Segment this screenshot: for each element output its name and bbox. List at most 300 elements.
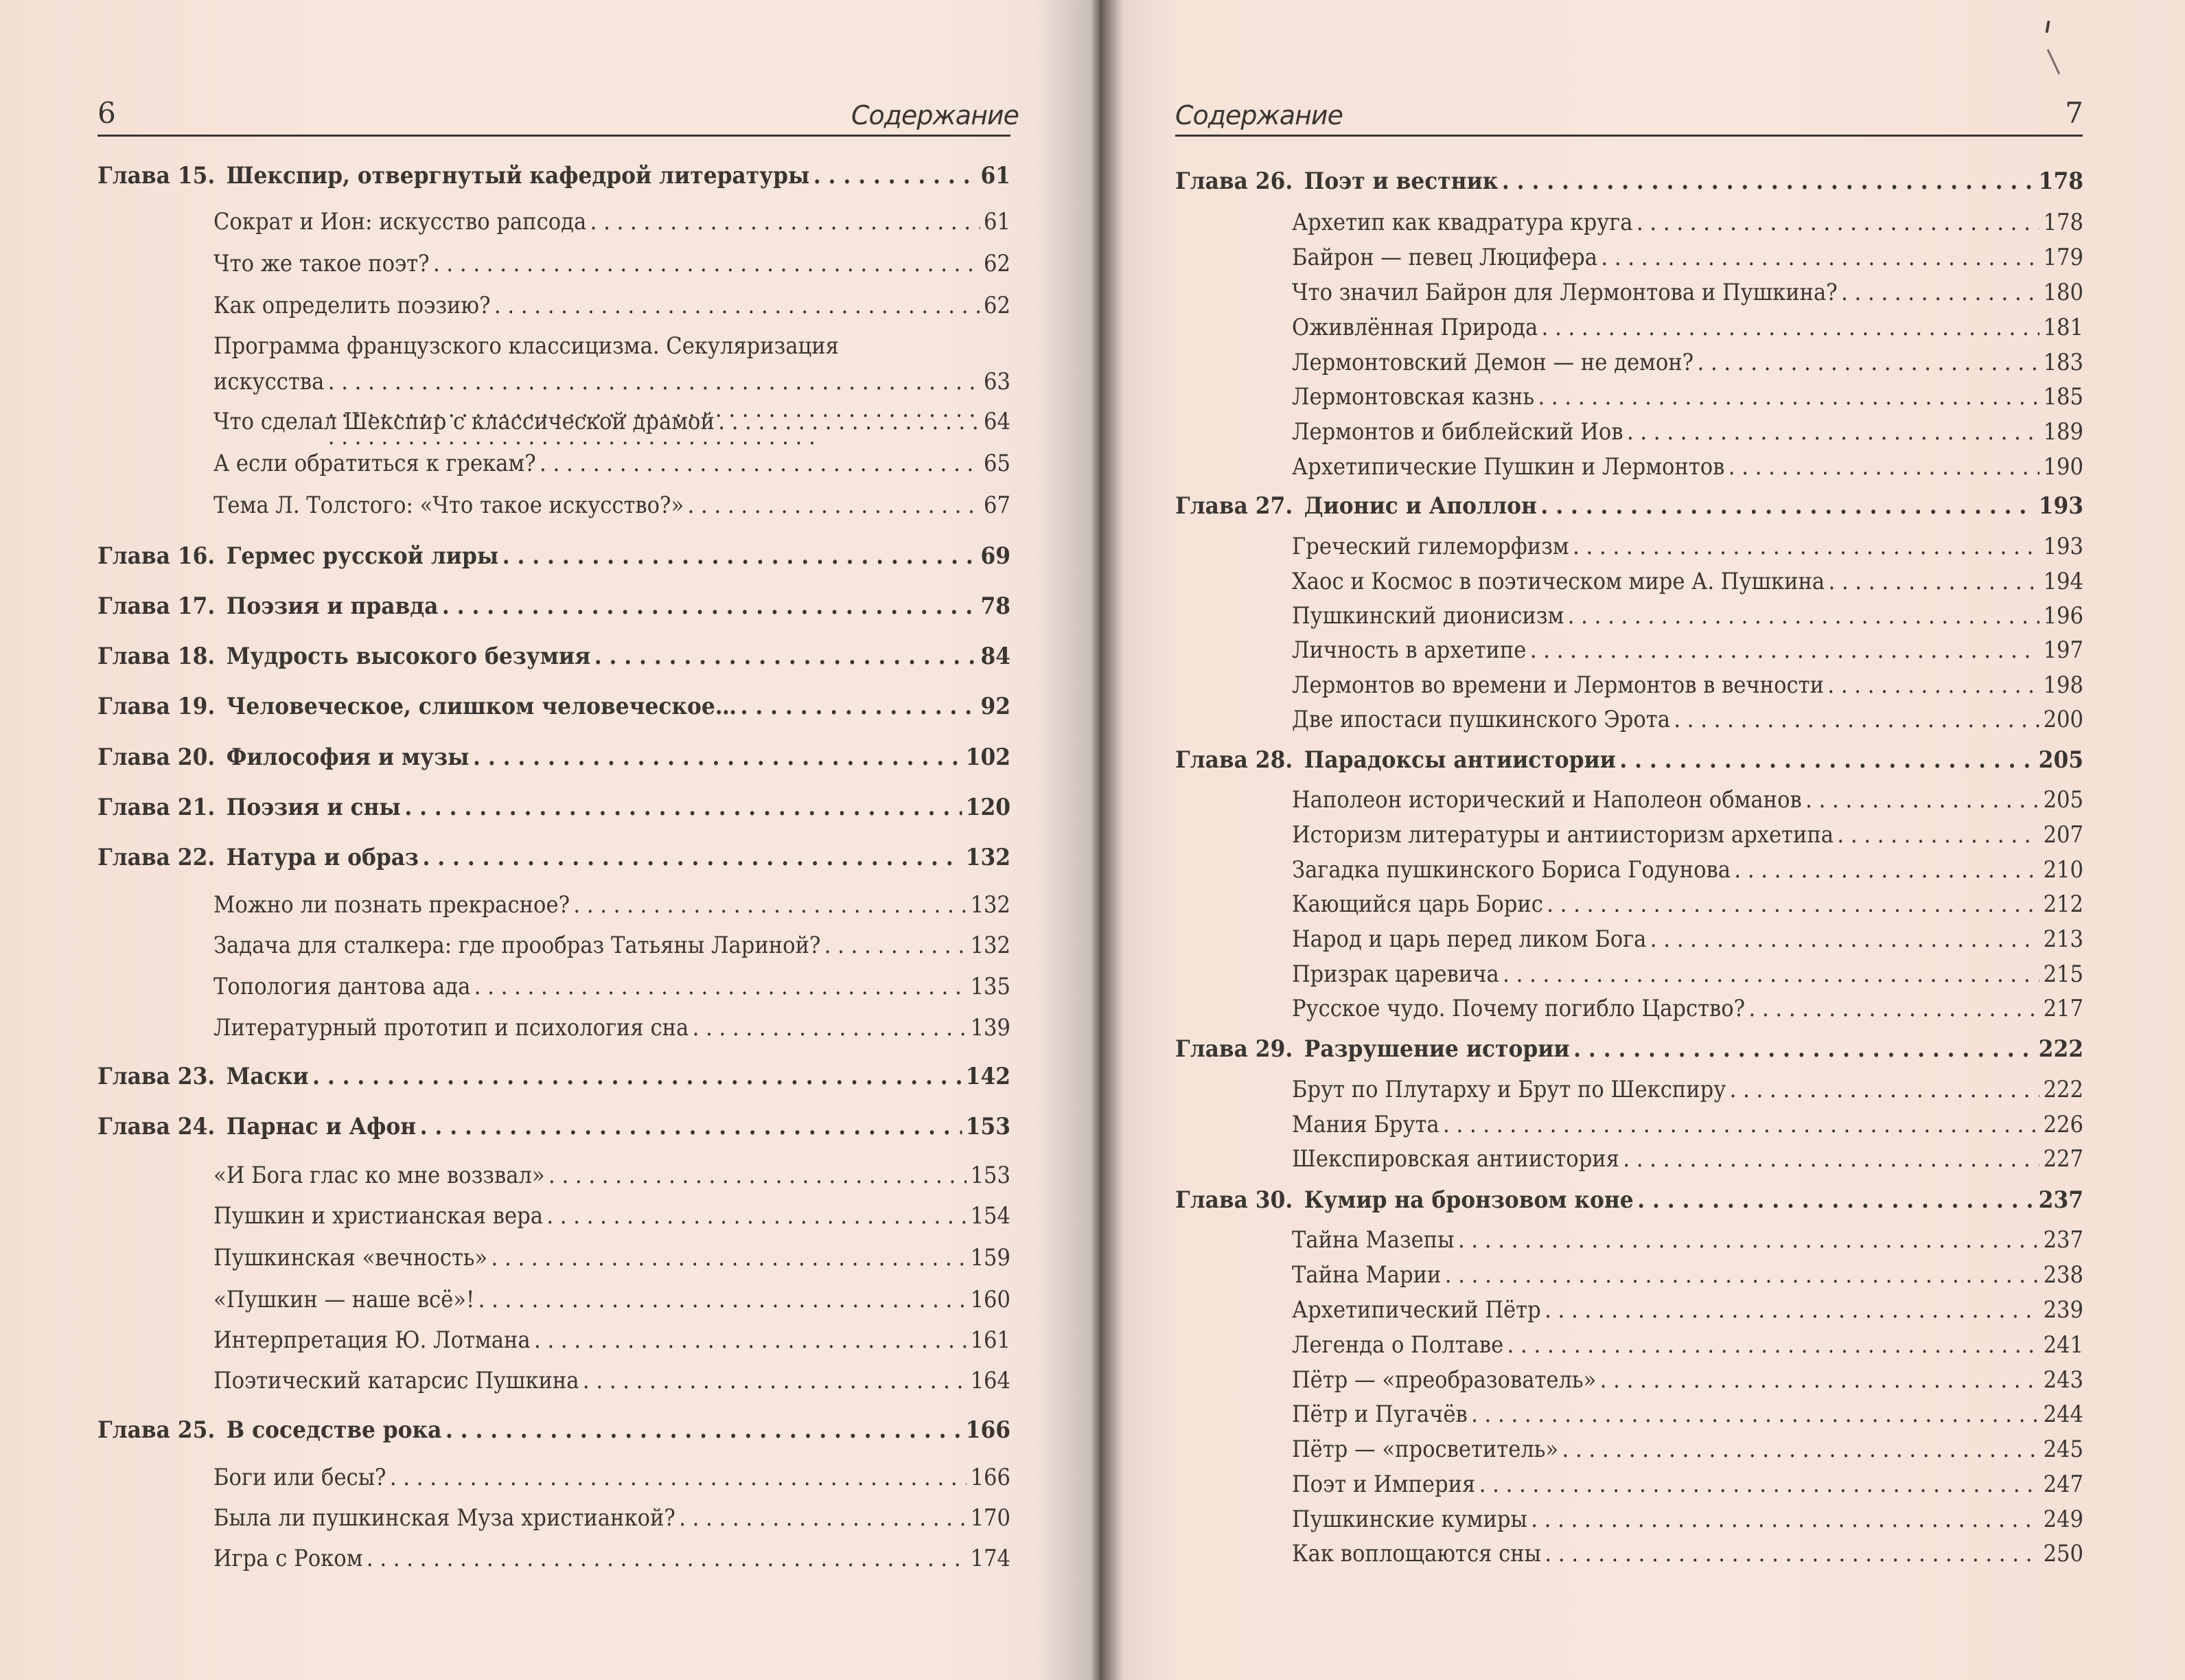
toc-page-number: 238	[2043, 1261, 2083, 1289]
toc-entry-title: Кумир на бронзовом коне	[1304, 1186, 1634, 1214]
toc-entry-title: Пушкинский дионисизм	[1292, 602, 1564, 630]
leader-dots	[502, 542, 977, 570]
toc-page-number: 193	[2043, 533, 2083, 560]
toc-page-number: 185	[2043, 383, 2083, 411]
toc-page-number: 65	[984, 450, 1010, 477]
toc-entry-title: Русское чудо. Почему погибло Царство?	[1292, 995, 1746, 1022]
leader-dots	[583, 1367, 967, 1394]
leader-dots	[1502, 168, 2035, 195]
leader-dots	[534, 1326, 967, 1354]
toc-entry-title: Пётр — «преобразователь»	[1292, 1366, 1597, 1394]
toc-section-entry	[1292, 533, 2083, 571]
toc-entry-title: Человеческое, слишком человеческое…	[226, 693, 737, 720]
toc-page-number: 227	[2043, 1145, 2083, 1173]
toc-entry-title: Легенда о Полтаве	[1292, 1331, 1504, 1359]
leader-dots	[404, 794, 962, 821]
toc-entry-title: Интерпретация Ю. Лотмана	[213, 1326, 531, 1354]
leader-dots	[741, 693, 977, 720]
toc-section-entry	[1292, 821, 2083, 860]
toc-chapter-entry	[1175, 1035, 2083, 1074]
toc-section-entry	[1292, 706, 2083, 744]
toc-page-number: 205	[2038, 746, 2083, 774]
toc-page-number: 92	[980, 693, 1010, 720]
toc-chapter-entry	[1175, 492, 2083, 531]
toc-page-number: 179	[2043, 244, 2083, 271]
leader-dots	[1627, 418, 2039, 446]
toc-section-entry	[1292, 453, 2083, 492]
chapter-label: Глава 16.	[97, 542, 216, 570]
toc-section-entry	[1292, 636, 2083, 675]
toc-entry-title: Разрушение истории	[1304, 1035, 1570, 1063]
toc-section-entry	[213, 250, 1010, 288]
leader-dots	[1619, 746, 2035, 774]
toc-entry-title: Философия и музы	[226, 744, 470, 771]
toc-entry-title: Мудрость высокого безумия	[226, 643, 591, 670]
toc-section-entry	[213, 408, 1010, 446]
toc-page-number: 69	[980, 542, 1010, 570]
toc-page-number: 207	[2043, 821, 2083, 849]
leader-dots	[1507, 1331, 2040, 1359]
toc-page-number: 178	[2043, 209, 2083, 236]
toc-entry-title: Архетип как квадратура круга	[1292, 209, 1633, 236]
toc-section-entry	[213, 292, 1010, 330]
leader-dots	[1458, 1226, 2039, 1254]
toc-entry-title: Программа французского классицизма. Секуляризация	[213, 332, 839, 360]
toc-entry-title: Историзм литературы и антиисторизм архетипа	[1292, 821, 1834, 849]
leader-dots	[590, 208, 980, 235]
toc-page-number: 62	[984, 292, 1010, 319]
leader-dots	[1573, 533, 2039, 560]
chapter-label: Глава 20.	[97, 744, 216, 771]
toc-page-number: 239	[2043, 1296, 2083, 1324]
toc-section-entry	[1292, 1111, 2083, 1149]
toc-page-number: 205	[2043, 786, 2083, 814]
toc-entry-title: Лермонтовский Демон — не демон?	[1292, 349, 1694, 376]
leader-dots	[1734, 856, 2039, 884]
leader-dots	[442, 592, 977, 620]
leader-dots	[474, 973, 967, 1000]
toc-page-number: 61	[984, 208, 1010, 235]
leader-dots	[718, 408, 980, 435]
toc-section-entry	[213, 450, 1010, 488]
leader-dots	[492, 1244, 967, 1271]
toc-page-number: 196	[2043, 602, 2083, 630]
toc-entry-title: Пушкинские кумиры	[1292, 1506, 1527, 1533]
leader-dots	[1650, 925, 2039, 953]
running-head: Содержание	[1175, 100, 1343, 130]
toc-section-entry	[213, 1286, 1010, 1324]
toc-page-number: 222	[2038, 1035, 2083, 1063]
toc-entry-title: Дионис и Аполлон	[1304, 492, 1537, 520]
toc-section-entry	[1292, 568, 2083, 606]
toc-page-number: 161	[970, 1326, 1010, 1354]
leader-dots	[679, 1504, 967, 1532]
leader-dots	[693, 1014, 967, 1042]
toc-entry-title: «Пушкин — наше всё»!	[213, 1286, 475, 1313]
toc-page-number: 160	[970, 1286, 1010, 1313]
leader-dots	[573, 891, 967, 919]
toc-page-number: 63	[984, 368, 1010, 395]
toc-entry-title: Была ли пушкинская Муза христианкой?	[213, 1504, 675, 1532]
toc-page-number: 197	[2043, 636, 2083, 664]
toc-section-entry	[213, 1504, 1010, 1543]
toc-entry-title: Что же такое поэт?	[213, 250, 430, 277]
toc-chapter-entry	[97, 643, 1010, 681]
header-rule	[97, 135, 1010, 137]
toc-entry-title: Поэт и Империя	[1292, 1471, 1476, 1498]
toc-page-number: 237	[2038, 1186, 2083, 1214]
toc-chapter-entry	[97, 592, 1010, 631]
toc-entry-title: «И Бога глас ко мне воззвал»	[213, 1162, 545, 1189]
toc-page-number: 245	[2043, 1436, 2083, 1463]
toc-entry-title: Архетипический Пётр	[1292, 1296, 1541, 1324]
toc-page-number: 198	[2043, 671, 2083, 699]
toc-page-number: 142	[965, 1063, 1010, 1090]
leader-dots	[1637, 209, 2039, 236]
toc-entry-title: Поэт и вестник	[1304, 168, 1499, 195]
leader-dots	[494, 292, 980, 319]
toc-page-number: 154	[970, 1202, 1010, 1230]
toc-entry-title: В соседстве рока	[226, 1416, 442, 1444]
header-rule	[1175, 135, 2083, 137]
leader-dots	[1531, 1506, 2039, 1533]
toc-section-entry	[1292, 209, 2083, 247]
toc-entry-title: Байрон — певец Люцифера	[1292, 244, 1597, 271]
leader-dots	[1479, 1471, 2039, 1498]
toc-page-number: 67	[984, 492, 1010, 519]
toc-page-number: 180	[2043, 279, 2083, 306]
toc-entry-title: Шекспировская антиистория	[1292, 1145, 1619, 1173]
leader-dots	[1568, 602, 2039, 630]
toc-entry-title: Лермонтов и библейский Иов	[1292, 418, 1623, 446]
leader-dots	[1471, 1401, 2039, 1428]
leader-dots	[594, 643, 977, 670]
toc-section-entry	[1292, 1076, 2083, 1114]
toc-page-number: 84	[980, 643, 1010, 670]
leader-dots	[1829, 568, 2040, 595]
toc-page-number: 217	[2043, 995, 2083, 1022]
chapter-label: Глава 27.	[1175, 492, 1293, 520]
toc-entry-title: Мания Брута	[1292, 1111, 1440, 1138]
toc-section-entry	[213, 208, 1010, 246]
toc-entry-title: Парнас и Афон	[226, 1113, 417, 1140]
toc-chapter-entry	[97, 693, 1010, 731]
toc-entry-title: Топология дантова ада	[213, 973, 471, 1000]
toc-chapter-entry	[97, 1113, 1010, 1151]
toc-entry-title: Пётр и Пугачёв	[1292, 1401, 1468, 1428]
toc-page-number: 193	[2038, 492, 2083, 520]
toc-entry-title: А если обратиться к грекам?	[213, 450, 536, 477]
toc-page-number: 159	[970, 1244, 1010, 1271]
chapter-label: Глава 26.	[1175, 168, 1293, 195]
leader-dots	[1637, 1186, 2035, 1214]
toc-page-number: 61	[980, 162, 1010, 189]
toc-entry-title: Боги или бесы?	[213, 1464, 386, 1491]
toc-section-entry	[213, 891, 1010, 930]
toc-page-number: 178	[2038, 168, 2083, 195]
toc-page-number: 120	[965, 794, 1010, 821]
toc-chapter-entry	[97, 844, 1010, 882]
toc-page-number: 164	[970, 1367, 1010, 1394]
toc-section-entry	[1292, 1506, 2083, 1544]
toc-page-number: 62	[984, 250, 1010, 277]
leader-dots	[540, 450, 980, 477]
leader-dots	[1545, 1540, 2039, 1567]
toc-section-entry	[213, 1244, 1010, 1282]
toc-section-entry	[1292, 1366, 2083, 1405]
toc-entry-title: Тема Л. Толстого: «Что такое искусство?»	[213, 492, 684, 519]
toc-section-entry	[213, 492, 1010, 530]
toc-page-number: 190	[2043, 453, 2083, 481]
toc-page-number: 166	[965, 1416, 1010, 1444]
toc-page-number: 64	[984, 408, 1010, 435]
toc-section-entry	[1292, 1401, 2083, 1439]
toc-entry-title: Как определить поэзию?	[213, 292, 491, 319]
toc-entry-title: Оживлённая Природа	[1292, 314, 1538, 341]
toc-section-entry	[213, 1367, 1010, 1405]
toc-page-number: 139	[970, 1014, 1010, 1042]
toc-page-number: 132	[970, 891, 1010, 919]
leader-dots	[1547, 890, 2039, 918]
chapter-label: Глава 25.	[97, 1416, 216, 1444]
chapter-label: Глава 28.	[1175, 746, 1293, 774]
leader-dots	[446, 1416, 962, 1444]
toc-entry-title: Шекспир, отвергнутый кафедрой литературы	[226, 162, 810, 189]
leader-dots	[688, 492, 980, 519]
toc-section-entry	[1292, 1261, 2083, 1300]
page-number: 6	[97, 96, 116, 130]
chapter-label: Глава 18.	[97, 643, 216, 670]
toc-section-entry	[1292, 418, 2083, 457]
right-page	[1102, 0, 2185, 1680]
toc-page-number: 194	[2043, 568, 2083, 595]
leader-dots	[422, 844, 962, 871]
toc-page-number: 181	[2043, 314, 2083, 341]
toc-entry-title: Что значил Байрон для Лермонтова и Пушкина?	[1292, 279, 1838, 306]
toc-page-number: 243	[2043, 1366, 2083, 1394]
leader-dots	[473, 744, 962, 771]
chapter-label: Глава 24.	[97, 1113, 216, 1140]
toc-section-entry	[1292, 1436, 2083, 1474]
toc-section-entry	[1292, 786, 2083, 825]
toc-page-number: 132	[970, 932, 1010, 959]
toc-entry-title: Маски	[226, 1063, 309, 1090]
leader-dots	[546, 1202, 967, 1230]
toc-page-number: 215	[2043, 960, 2083, 988]
toc-section-entry	[1292, 995, 2083, 1033]
toc-page-number: 222	[2043, 1076, 2083, 1103]
toc-chapter-entry	[97, 794, 1010, 832]
toc-page-number: 210	[2043, 856, 2083, 884]
leader-dots	[1538, 383, 2039, 411]
toc-page-number: 170	[970, 1504, 1010, 1532]
toc-page-number: 183	[2043, 349, 2083, 376]
toc-entry-title: Гермес русской лиры	[226, 542, 499, 570]
toc-page-number: 250	[2043, 1540, 2083, 1567]
leader-dots	[1729, 453, 2039, 481]
chapter-label: Глава 21.	[97, 794, 216, 821]
toc-entry-title: Литературный прототип и психология сна	[213, 1014, 689, 1042]
toc-chapter-entry	[1175, 1186, 2083, 1225]
leader-dots	[433, 250, 980, 277]
toc-page-number: 237	[2043, 1226, 2083, 1254]
toc-page-number: 241	[2043, 1331, 2083, 1359]
toc-entry-title: Пётр — «просветитель»	[1292, 1436, 1559, 1463]
toc-chapter-entry	[1175, 746, 2083, 785]
toc-entry-title: Тайна Марии	[1292, 1261, 1442, 1289]
toc-entry-title: Тайна Мазепы	[1292, 1226, 1455, 1254]
toc-entry-title: Личность в архетипе	[1292, 636, 1527, 664]
toc-entry-title: Как воплощаются сны	[1292, 1540, 1542, 1567]
toc-page-number: 200	[2043, 706, 2083, 733]
toc-entry-title: Пушкинская «вечность»	[213, 1244, 488, 1271]
toc-section-entry	[213, 1464, 1010, 1502]
toc-section-entry	[213, 1326, 1010, 1365]
toc-page-number: 153	[965, 1113, 1010, 1140]
toc-page-number: 135	[970, 973, 1010, 1000]
chapter-label: Глава 15.	[97, 162, 216, 189]
toc-page-number: 213	[2043, 925, 2083, 953]
toc-section-entry	[1292, 890, 2083, 929]
leader-dots	[813, 162, 977, 189]
chapter-label: Глава 17.	[97, 592, 216, 620]
toc-section-entry	[1292, 1471, 2083, 1509]
toc-section-entry	[1292, 244, 2083, 282]
leader-dots	[548, 1162, 967, 1189]
toc-page-number: 102	[965, 744, 1010, 771]
toc-section-entry	[1292, 1145, 2083, 1184]
toc-page-number: 78	[980, 592, 1010, 620]
leader-dots	[1805, 786, 2039, 814]
leader-dots	[1601, 244, 2039, 271]
toc-page-number: 189	[2043, 418, 2083, 446]
chapter-label: Глава 23.	[97, 1063, 216, 1090]
toc-section-entry	[1292, 1296, 2083, 1335]
toc-section-entry	[213, 932, 1010, 970]
toc-section-entry	[1292, 960, 2083, 999]
toc-entry-title: Загадка пушкинского Бориса Годунова	[1292, 856, 1731, 884]
toc-section-entry	[213, 1014, 1010, 1052]
chapter-label: Глава 22.	[97, 844, 216, 871]
leader-dots	[1503, 960, 2039, 988]
toc-entry-title: Призрак царевича	[1292, 960, 1499, 988]
toc-page-number: 212	[2043, 890, 2083, 918]
toc-entry-title: Поэзия и сны	[226, 794, 401, 821]
toc-section-entry	[213, 1202, 1010, 1241]
toc-entry-title: Архетипические Пушкин и Лермонтов	[1292, 453, 1725, 481]
toc-entry-title: Лермонтов во времени и Лермонтов в вечности	[1292, 671, 1824, 699]
leader-dots	[1748, 995, 2039, 1022]
toc-chapter-entry	[1175, 168, 2083, 206]
toc-entry-title: Сократ и Ион: искусство рапсода	[213, 208, 587, 235]
toc-chapter-entry	[97, 744, 1010, 782]
toc-section-entry	[1292, 856, 2083, 895]
toc-section-entry	[213, 973, 1010, 1011]
leader-dots	[1542, 314, 2040, 341]
toc-page-number: 166	[970, 1464, 1010, 1491]
leader-dots	[824, 932, 967, 959]
toc-entry-title: Брут по Плутарху и Брут по Шекспиру	[1292, 1076, 1726, 1103]
leader-dots	[1562, 1436, 2040, 1463]
leader-dots	[1730, 1076, 2040, 1103]
toc-entry-title: Хаос и Космос в поэтическом мире А. Пушкина	[1292, 568, 1825, 595]
toc-chapter-entry	[97, 1063, 1010, 1101]
chapter-label: Глава 30.	[1175, 1186, 1293, 1214]
leader-dots	[312, 1063, 962, 1090]
toc-entry-title: Народ и царь перед ликом Бога	[1292, 925, 1647, 953]
paper-mark	[2045, 21, 2050, 33]
toc-entry-title-cont: искусства	[213, 368, 325, 395]
toc-chapter-entry	[97, 162, 1010, 200]
toc-chapter-entry	[97, 542, 1010, 581]
leader-dots	[478, 1286, 967, 1313]
toc-section-entry	[1292, 1331, 2083, 1370]
toc-section-entry	[213, 1162, 1010, 1200]
toc-entry-title: Две ипостаси пушкинского Эрота	[1292, 706, 1670, 733]
chapter-label: Глава 29.	[1175, 1035, 1293, 1063]
leader-dots	[1674, 706, 2039, 733]
toc-entry-title: Греческий гилеморфизм	[1292, 533, 1569, 560]
leader-dots	[1697, 349, 2039, 376]
leader-dots	[1841, 279, 2039, 306]
leader-dots	[1623, 1145, 2039, 1173]
toc-entry-title: Поэтический катарсис Пушкина	[213, 1367, 579, 1394]
toc-page-number: 249	[2043, 1506, 2083, 1533]
paper-mark	[2047, 49, 2061, 75]
toc-entry-title: Наполеон исторический и Наполеон обманов	[1292, 786, 1802, 814]
toc-section-entry	[1292, 279, 2083, 317]
leader-dots	[390, 1464, 967, 1491]
toc-section-entry	[1292, 383, 2083, 422]
toc-section-entry	[1292, 1226, 2083, 1265]
leader-dots	[1827, 671, 2039, 699]
toc-entry-title: Задача для сталкера: где прообраз Татьяны Лариной?	[213, 932, 821, 959]
toc-entry-title: Поэзия и правда	[226, 592, 439, 620]
chapter-label: Глава 19.	[97, 693, 216, 720]
toc-page-number: 247	[2043, 1471, 2083, 1498]
toc-section-entry	[1292, 602, 2083, 641]
toc-page-number: 226	[2043, 1111, 2083, 1138]
leader-dots	[1545, 1296, 2039, 1324]
toc-section-entry	[213, 1545, 1010, 1583]
toc-entry-title: Лермонтовская казнь	[1292, 383, 1535, 411]
page-number: 7	[2065, 96, 2083, 130]
toc-chapter-entry	[97, 1416, 1010, 1455]
toc-section-entry	[1292, 671, 2083, 710]
leader-dots	[1445, 1261, 2039, 1289]
toc-page-number: 174	[970, 1545, 1010, 1572]
toc-entry-title: Пушкин и христианская вера	[213, 1202, 543, 1230]
toc-section-entry	[1292, 925, 2083, 964]
toc-entry-title: Кающийся царь Борис	[1292, 890, 1543, 918]
toc-section-entry	[213, 332, 1010, 408]
leader-dots	[1573, 1035, 2035, 1063]
leader-dots	[1530, 636, 2039, 664]
toc-section-entry	[1292, 1540, 2083, 1578]
running-head: Содержание	[851, 100, 1019, 130]
leader-dots	[1600, 1366, 2039, 1394]
toc-entry-title: Игра с Роком	[213, 1545, 363, 1572]
leader-dots	[1443, 1111, 2039, 1138]
toc-entry-title: Что сделал Шекспир с классической драмой	[213, 408, 715, 435]
toc-section-entry	[1292, 349, 2083, 387]
toc-page-number: 132	[965, 844, 1010, 871]
leader-dots	[420, 1113, 962, 1140]
toc-entry-title: Можно ли познать прекрасное?	[213, 891, 570, 919]
toc-section-entry	[1292, 314, 2083, 352]
toc-entry-title: Парадоксы антиистории	[1304, 746, 1616, 774]
toc-page-number: 244	[2043, 1401, 2083, 1428]
